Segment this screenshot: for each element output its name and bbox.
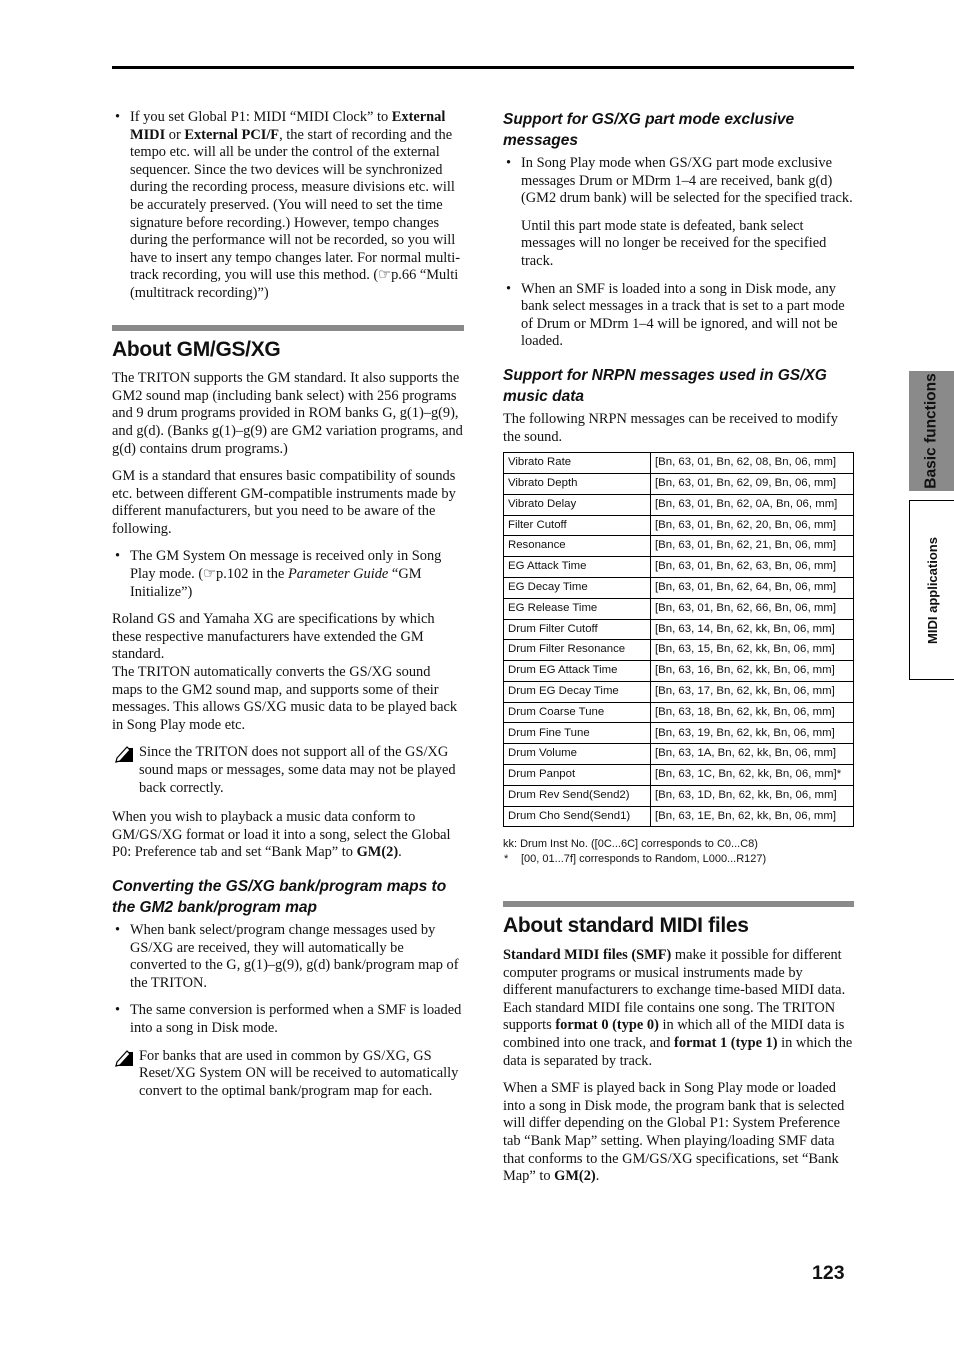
nrpn-message: [Bn, 63, 01, Bn, 62, 63, Bn, 06, mm] — [651, 557, 854, 578]
table-row — [504, 598, 854, 619]
list-item: • If you set Global P1: MIDI “MIDI Clock” to External MIDI or External PCI/F, the start of recording and the tempo etc. will all be under the control of the external sequencer. Since the two devices will be synchronized during the recording process, measure divisions etc. will be accurately preserved. (You will need to set the time signature before recording.) However, tempo changes during the performance will not be recorded, so you will have to insert any tempo changes later. For normal multi-track recording, you will use this method. (☞p.66 “Multi (multitrack recording)”) — [112, 109, 464, 303]
nrpn-message: [Bn, 63, 01, Bn, 62, 20, Bn, 06, mm] — [651, 515, 854, 536]
note-pencil-icon — [114, 745, 134, 763]
table-row — [504, 473, 854, 494]
table-row — [504, 661, 854, 682]
nrpn-param-name: Drum Cho Send(Send1) — [504, 806, 651, 827]
nrpn-message: [Bn, 63, 1D, Bn, 62, kk, Bn, 06, mm] — [651, 785, 854, 806]
tab-label: Basic functions — [922, 373, 940, 489]
tab-basic-functions[interactable] — [909, 371, 954, 491]
part-mode-bullet-list — [503, 155, 854, 351]
paragraph: When a SMF is played back in Song Play mode or loaded into a song in Disk mode, the program bank that is selected will differ depending on the Global P1: System Preference tab “Bank Map” setting. When playing/loading SMF data that conforms to the GM/GS/XG specifications, set “Bank Map” to GM(2). — [503, 1080, 845, 1185]
nrpn-message: [Bn, 63, 01, Bn, 62, 0A, Bn, 06, mm] — [651, 494, 854, 515]
table-row — [504, 681, 854, 702]
nrpn-message: [Bn, 63, 14, Bn, 62, kk, Bn, 06, mm] — [651, 619, 854, 640]
nrpn-param-name: EG Decay Time — [504, 577, 651, 598]
converting-bullet-list — [112, 922, 464, 1038]
nrpn-param-name: Drum EG Attack Time — [504, 661, 651, 682]
gm-bullet-list — [112, 548, 464, 601]
page-number: 123 — [812, 1262, 845, 1284]
nrpn-param-name: Drum Panpot — [504, 765, 651, 786]
nrpn-message: [Bn, 63, 19, Bn, 62, kk, Bn, 06, mm] — [651, 723, 854, 744]
nrpn-param-name: Drum Fine Tune — [504, 723, 651, 744]
nrpn-message: [Bn, 63, 01, Bn, 62, 21, Bn, 06, mm] — [651, 536, 854, 557]
nrpn-param-name: Drum Coarse Tune — [504, 702, 651, 723]
subhead-nrpn: Support for NRPN messages used in GS/XG music data — [503, 366, 827, 405]
nrpn-param-name: Drum EG Decay Time — [504, 681, 651, 702]
top-rule — [112, 66, 854, 69]
list-item: • The same conversion is performed when a SMF is loaded into a song in Disk mode. — [112, 1002, 464, 1037]
paragraph: The following NRPN messages can be received to modify the sound. — [503, 410, 838, 445]
table-row — [504, 453, 854, 474]
list-item: • The GM System On message is received only in Song Play mode. (☞p.102 in the Parameter Guide “GM Initialize”) — [112, 548, 464, 601]
table-row — [504, 765, 854, 786]
list-item-continuation: Until this part mode state is defeated, bank select messages will no longer be received for the specified track. — [521, 217, 827, 269]
note: Since the TRITON does not support all of the GS/XG sound maps or messages, some data may not be played back correctly. — [112, 744, 464, 797]
table-row — [504, 557, 854, 578]
table-row — [504, 619, 854, 640]
table-row — [504, 723, 854, 744]
section-bar — [112, 325, 464, 331]
paragraph: The TRITON supports the GM standard. It also supports the GM2 sound map (including bank select) with 256 programs and 9 drum programs provided in ROM banks G, g(1)–g(9), and g(d). (Banks g(1)–g(9) are GM2 variation programs, and g(d) contains drum programs.) — [112, 370, 463, 457]
note: For banks that are used in common by GS/XG, GS Reset/XG System ON will be received to automatically convert to the optimal bank/program map for each. — [112, 1048, 464, 1101]
table-row — [504, 515, 854, 536]
nrpn-message: [Bn, 63, 17, Bn, 62, kk, Bn, 06, mm] — [651, 681, 854, 702]
list-item: • When an SMF is loaded into a song in Disk mode, any bank select messages in a track that is set to a part mode of Drum or MDrm 1–4 will be ignored, and will not be loaded. — [503, 281, 854, 351]
list-item: • In Song Play mode when GS/XG part mode exclusive messages Drum or MDrm 1–4 are received, bank g(d) (GM2 drum bank) will be selected for the specified track. Until this part mode state is defeated, bank select messages will no longer be received for the specified track. — [503, 155, 854, 271]
subhead-part-mode: Support for GS/XG part mode exclusive messages — [503, 111, 795, 149]
table-row — [504, 806, 854, 827]
table-row — [504, 494, 854, 515]
nrpn-table — [503, 452, 854, 827]
paragraph: When you wish to playback a music data conform to GM/GS/XG format or load it into a song, select the Global P0: Preference tab and set “Bank Map” to GM(2). — [112, 809, 451, 861]
section-title-smf: About standard MIDI files — [503, 914, 749, 938]
left-column — [112, 109, 464, 1112]
table-row — [504, 577, 854, 598]
table-row — [504, 536, 854, 557]
nrpn-message: [Bn, 63, 1C, Bn, 62, kk, Bn, 06, mm]* — [651, 765, 854, 786]
nrpn-param-name: Drum Volume — [504, 744, 651, 765]
paragraph: The TRITON automatically converts the GS/XG sound maps to the GM2 sound map, and supports some of their messages. This allows GS/XG music data to be played back in Song Play mode etc. — [112, 664, 458, 733]
section-bar — [503, 901, 854, 907]
table-row — [504, 785, 854, 806]
nrpn-param-name: Filter Cutoff — [504, 515, 651, 536]
paragraph: GM is a standard that ensures basic compatibility of sounds etc. between different GM-compatible instruments made by different manufacturers, but you need to be aware of the following. — [112, 468, 456, 537]
paragraph: Standard MIDI files (SMF) make it possible for different computer programs or musical instruments made by different manufacturers to exchange time-based MIDI data. Each standard MIDI file contains one song. The TRITON supports format 0 (type 0) in which all of the MIDI data is combined into one track, and format 1 (type 1) in which the data is separated by track. — [503, 947, 853, 1069]
section-title-about-gm: About GM/GS/XG — [112, 337, 281, 361]
nrpn-message: [Bn, 63, 01, Bn, 62, 64, Bn, 06, mm] — [651, 577, 854, 598]
table-row — [504, 744, 854, 765]
nrpn-param-name: Vibrato Rate — [504, 453, 651, 474]
table-footnotes — [503, 837, 854, 867]
nrpn-param-name: Drum Filter Resonance — [504, 640, 651, 661]
nrpn-param-name: Drum Filter Cutoff — [504, 619, 651, 640]
nrpn-param-name: Drum Rev Send(Send2) — [504, 785, 651, 806]
tab-label: MIDI applications — [924, 536, 940, 644]
tab-midi-applications[interactable] — [909, 500, 954, 680]
clock-bullet-list — [112, 109, 464, 303]
nrpn-message: [Bn, 63, 16, Bn, 62, kk, Bn, 06, mm] — [651, 661, 854, 682]
nrpn-param-name: Vibrato Delay — [504, 494, 651, 515]
list-item: • When bank select/program change messages used by GS/XG are received, they will automatically be converted to the G, g(1)–g(9), g(d) bank/program map of the TRITON. — [112, 922, 464, 992]
nrpn-message: [Bn, 63, 01, Bn, 62, 66, Bn, 06, mm] — [651, 598, 854, 619]
table-row — [504, 702, 854, 723]
nrpn-param-name: EG Attack Time — [504, 557, 651, 578]
nrpn-param-name: Resonance — [504, 536, 651, 557]
footnote: kk: Drum Inst No. ([0C...6C] corresponds to C0...C8) — [503, 838, 758, 851]
nrpn-param-name: EG Release Time — [504, 598, 651, 619]
subhead-converting: Converting the GS/XG bank/program maps to the GM2 bank/program map — [112, 877, 447, 916]
nrpn-message: [Bn, 63, 01, Bn, 62, 09, Bn, 06, mm] — [651, 473, 854, 494]
right-column — [503, 109, 854, 1196]
footnote: * [00, 01...7f] corresponds to Random, L000...R127) — [504, 853, 767, 866]
nrpn-message: [Bn, 63, 15, Bn, 62, kk, Bn, 06, mm] — [651, 640, 854, 661]
paragraph: Roland GS and Yamaha XG are specifications by which these respective manufacturers have extended the GM standard. — [112, 611, 435, 663]
note-pencil-icon — [114, 1049, 134, 1067]
nrpn-message: [Bn, 63, 1A, Bn, 62, kk, Bn, 06, mm] — [651, 744, 854, 765]
nrpn-message: [Bn, 63, 1E, Bn, 62, kk, Bn, 06, mm] — [651, 806, 854, 827]
nrpn-param-name: Vibrato Depth — [504, 473, 651, 494]
table-row — [504, 640, 854, 661]
nrpn-message: [Bn, 63, 01, Bn, 62, 08, Bn, 06, mm] — [651, 453, 854, 474]
nrpn-message: [Bn, 63, 18, Bn, 62, kk, Bn, 06, mm] — [651, 702, 854, 723]
